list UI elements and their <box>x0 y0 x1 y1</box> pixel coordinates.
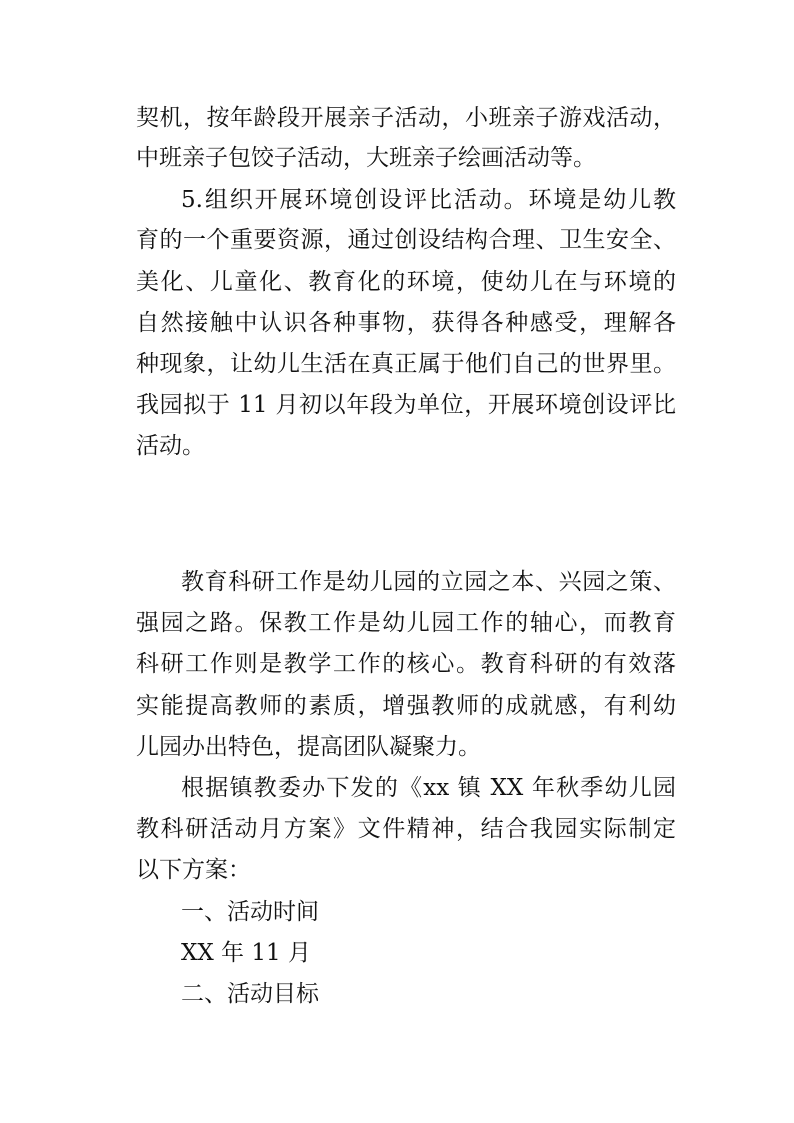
activity-time-value: XX 年 11 月 <box>181 940 311 966</box>
paragraph-line: 强园之路。保教工作是幼儿园工作的轴心，而教育 <box>136 610 676 636</box>
paragraph-line: 活动。 <box>136 433 205 459</box>
section-heading: 一、活动时间 <box>181 899 319 925</box>
paragraph-line: 儿园办出特色，提高团队凝聚力。 <box>136 734 481 760</box>
paragraph-line: 自然接触中认识各种事物，获得各种感受，理解各 <box>136 310 676 336</box>
paragraph-line: 以下方案： <box>136 857 251 883</box>
paragraph-line: 美化、儿童化、教育化的环境，使幼儿在与环境的 <box>136 269 676 295</box>
paragraph-line: 契机，按年龄段开展亲子活动，小班亲子游戏活动， <box>136 105 676 131</box>
paragraph-line: 中班亲子包饺子活动，大班亲子绘画活动等。 <box>136 145 596 171</box>
paragraph-line: 根据镇教委办下发的《xx 镇 XX 年秋季幼儿园 <box>181 775 676 801</box>
paragraph-line: 我园拟于 11 月初以年段为单位，开展环境创设评比 <box>136 392 676 418</box>
paragraph-line: 教育科研工作是幼儿园的立园之本、兴园之策、 <box>181 569 676 595</box>
paragraph-line: 育的一个重要资源，通过创设结构合理、卫生安全、 <box>136 227 676 253</box>
paragraph-line: 科研工作则是教学工作的核心。教育科研的有效落 <box>136 651 676 677</box>
paragraph-line: 种现象，让幼儿生活在真正属于他们自己的世界里。 <box>136 351 676 377</box>
paragraph-line: 实能提高教师的素质，增强教师的成就感，有利幼 <box>136 693 676 719</box>
paragraph-line: 教科研活动月方案》文件精神，结合我园实际制定 <box>136 816 676 842</box>
section-heading: 二、活动目标 <box>181 981 319 1007</box>
paragraph-line: 5.组织开展环境创设评比活动。环境是幼儿教 <box>181 187 676 213</box>
